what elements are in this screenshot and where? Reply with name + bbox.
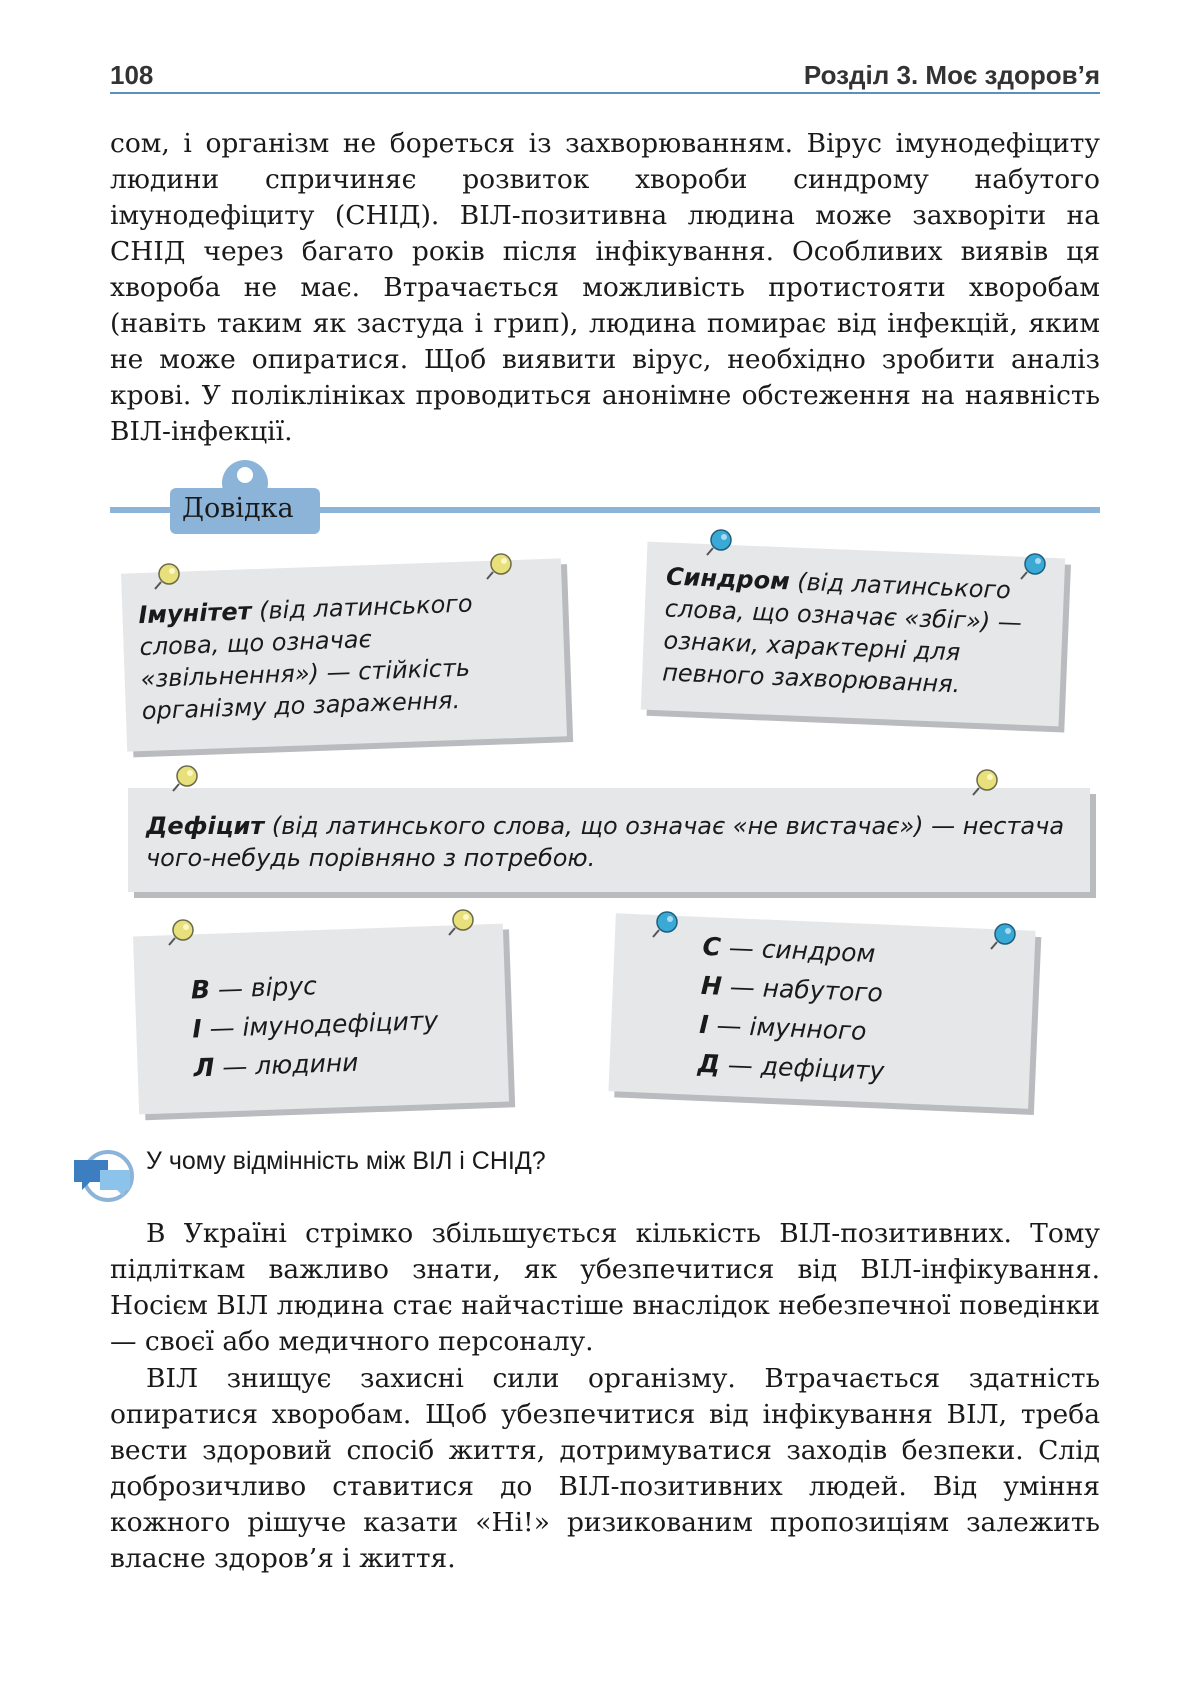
note-immunity-text bbox=[138, 585, 552, 727]
body-paragraph-top bbox=[110, 126, 1100, 456]
pushpin-yellow-icon bbox=[970, 768, 1000, 798]
acronym-letter: В bbox=[190, 974, 211, 1005]
paragraph-3-text: ВІЛ знищує захисні сили організму. Втрачається здатність опиратися хворобам. Щоб убезпечитися від інфікування ВІЛ, треба вести здоровий спосіб життя, дотримуватися заходів безпеки. Слід доброзичливо ставитися до ВІЛ-позитивних людей. Від уміння кожного рішуче казати «Ні!» ризикованим пропозиціям залежить власне здоров’я і життя. bbox=[110, 1363, 1100, 1574]
reference-label: Довідка bbox=[182, 493, 294, 524]
acronym-letter: Л bbox=[193, 1052, 215, 1083]
acronym-word: — людини bbox=[213, 1047, 359, 1082]
term-deficit: Дефіцит bbox=[146, 812, 265, 840]
note-vil-acronym bbox=[133, 924, 509, 1115]
acronym-word: — імунодефіциту bbox=[201, 1005, 439, 1044]
note-snid-acronym bbox=[608, 913, 1035, 1108]
paragraph-2-text: В Україні стрімко збільшується кількість ВІЛ-позитивних. Тому підліткам важливо знати, як убезпечитися від ВІЛ-інфікування. Носієм ВІЛ людина стає найчастіше внаслідок небезпечної поведінки — своєї або медичного персоналу. bbox=[110, 1218, 1100, 1357]
reference-clip-hole bbox=[237, 467, 253, 483]
vil-acronym-list bbox=[190, 960, 494, 1087]
acronym-letter: Н bbox=[700, 970, 723, 1001]
acronym-letter: С bbox=[701, 931, 722, 962]
pushpin-yellow-icon bbox=[166, 918, 196, 948]
body-paragraph-2 bbox=[110, 1216, 1100, 1364]
pushpin-blue-icon bbox=[704, 528, 734, 558]
note-deficit bbox=[128, 788, 1090, 892]
acronym-letter: І bbox=[191, 1014, 203, 1044]
pushpin-yellow-icon bbox=[484, 552, 514, 582]
note-deficit-text bbox=[146, 810, 1072, 874]
definition-deficit: (від латинського слова, що означає «не вистачає») — нестача чого-небудь порівняно з потребою. bbox=[146, 812, 1065, 872]
page-header bbox=[110, 58, 1100, 94]
snid-acronym-list bbox=[697, 927, 1003, 1095]
pushpin-yellow-icon bbox=[446, 908, 476, 938]
pushpin-yellow-icon bbox=[170, 764, 200, 794]
term-immunity: Імунітет bbox=[137, 597, 253, 630]
acronym-word: — вірус bbox=[209, 971, 318, 1004]
note-syndrome bbox=[641, 542, 1065, 727]
pushpin-blue-icon bbox=[1018, 552, 1048, 582]
chapter-title: Розділ 3. Моє здоров’я bbox=[803, 60, 1100, 90]
pushpin-blue-icon bbox=[650, 910, 680, 940]
discussion-icon bbox=[70, 1146, 136, 1202]
term-syndrome: Синдром bbox=[665, 562, 791, 596]
pushpin-yellow-icon bbox=[152, 562, 182, 592]
paragraph-top-text: сом, і організм не бореться із захворюванням. Вірус імунодефіциту людини спричиняє розвиток хвороби синдрому набутого імунодефіциту (СНІД). ВІЛ-позитивна людина може захворіти на СНІД через багато років після інфікування. Особливих виявів ця хвороба не має. Втрачається можливість протистояти хворобам (навіть таким як застуда і грип), людина помирає від інфекцій, яким не може опиратися. Щоб виявити вірус, необхідно зробити аналіз крові. У поліклініках проводиться анонімне обстеження на наявність ВІЛ-інфекції. bbox=[110, 128, 1100, 447]
page-number: 108 bbox=[110, 60, 154, 90]
note-immunity bbox=[121, 558, 567, 751]
definition-syndrome: (від латинського слова, що означає «збіг») — ознаки, характерні для певного захворювання. bbox=[661, 567, 1023, 699]
acronym-word: — імунного bbox=[708, 1010, 868, 1046]
pushpin-blue-icon bbox=[988, 922, 1018, 952]
acronym-word: — набутого bbox=[721, 971, 884, 1008]
acronym-letter: Д bbox=[697, 1048, 721, 1079]
acronym-letter: І bbox=[698, 1009, 710, 1040]
body-paragraph-3 bbox=[110, 1361, 1100, 1583]
acronym-word: — дефіциту bbox=[719, 1049, 885, 1086]
definition-immunity: (від латинського слова, що означає «звільнення») — стійкість організму до зараження. bbox=[139, 589, 474, 726]
note-syndrome-text bbox=[662, 560, 1051, 703]
question-text: У чому відмінність між ВІЛ і СНІД? bbox=[146, 1147, 546, 1175]
acronym-word: — синдром bbox=[720, 932, 876, 969]
